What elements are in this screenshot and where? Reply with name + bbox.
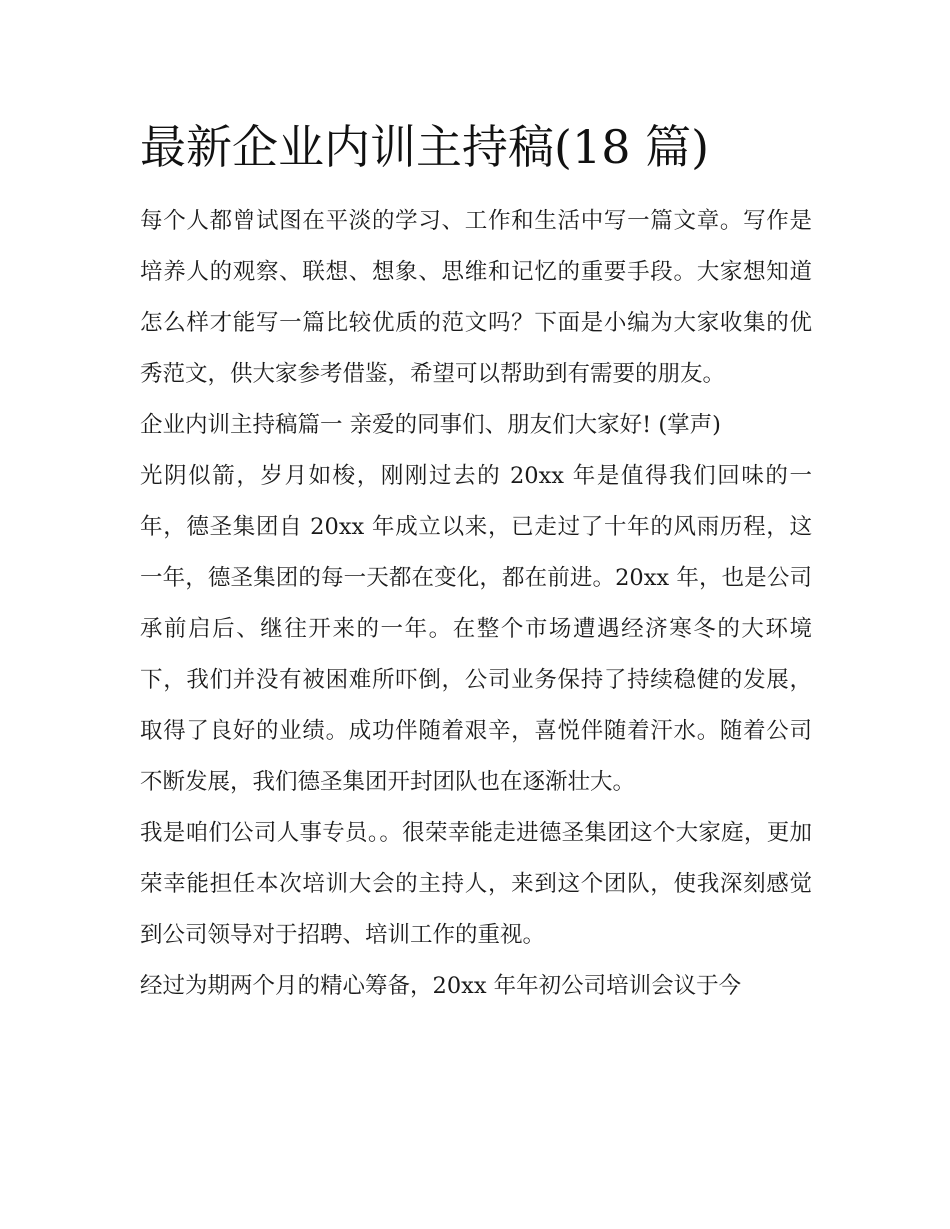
body-paragraph: 我是咱们公司人事专员。。很荣幸能走进德圣集团这个大家庭，更加荣幸能担任本次培训大会的主持人，来到这个团队，使我深刻感觉到公司领导对于招聘、培训工作的重视。 (140, 820, 812, 948)
section-heading-paragraph: 企业内训主持稿篇一 亲爱的同事们、朋友们大家好! (掌声) (140, 412, 721, 438)
document-body (140, 196, 812, 1012)
intro-paragraph: 每个人都曾试图在平淡的学习、工作和生活中写一篇文章。写作是培养人的观察、联想、想象、思维和记忆的重要手段。大家想知道怎么样才能写一篇比较优质的范文吗？下面是小编为大家收集的优秀范文，供大家参考借鉴，希望可以帮助到有需要的朋友。 (140, 208, 812, 387)
body-paragraph: 光阴似箭，岁月如梭，刚刚过去的 20xx 年是值得我们回味的一年，德圣集团自 20xx 年成立以来，已走过了十年的风雨历程，这一年，德圣集团的每一天都在变化，都在前进。20xx 年，也是公司承前启后、继往开来的一年。在整个市场遭遇经济寒冬的大环境下，我们并没有被困难所吓倒，公司业务保持了持续稳健的发展，取得了良好的业绩。成功伴随着艰辛，喜悦伴随着汗水。随着公司不断发展，我们德圣集团开封团队也在逐渐壮大。 (140, 463, 812, 795)
document-title: 最新企业内训主持稿(18 篇) (140, 120, 710, 174)
body-paragraph: 经过为期两个月的精心筹备，20xx 年年初公司培训会议于今 (140, 973, 742, 999)
